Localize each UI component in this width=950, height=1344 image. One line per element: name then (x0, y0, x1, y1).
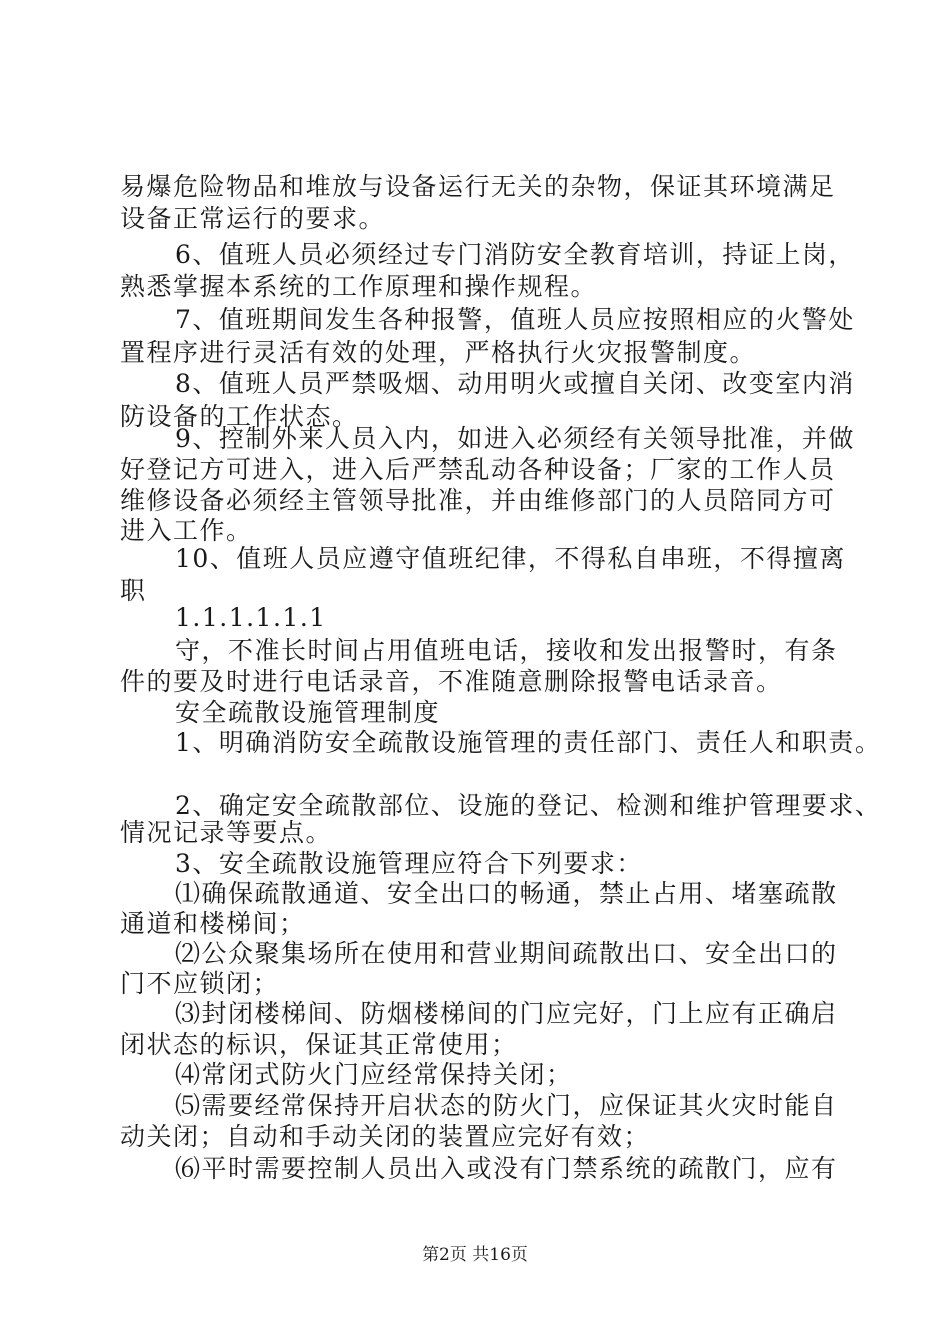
text-line: ⑶封闭楼梯间、防烟楼梯间的门应完好，门上应有正确启 (175, 999, 838, 1028)
text-line: 情况记录等要点。 (120, 818, 333, 847)
text-line: 置程序进行灵活有效的处理，严格执行火灾报警制度。 (120, 338, 757, 367)
section-heading: 安全疏散设施管理制度 (175, 698, 441, 727)
text-line: 防设备的工作状态。 (120, 402, 359, 431)
text-line: 件的要及时进行电话录音，不准随意删除报警电话录音。 (120, 667, 783, 696)
text-line: ⑵公众聚集场所在使用和营业期间疏散出口、安全出口的 (175, 939, 838, 968)
text-line: 10、值班人员应遵守值班纪律，不得私自串班，不得擅离 (175, 544, 846, 573)
text-line: ⑷常闭式防火门应经常保持关闭； (175, 1060, 573, 1089)
text-line: 8、值班人员严禁吸烟、动用明火或擅自关闭、改变室内消 (175, 369, 855, 398)
text-line: 易爆危险物品和堆放与设备运行无关的杂物，保证其环境满足 (120, 172, 836, 201)
text-line: 门不应锁闭； (120, 969, 280, 998)
text-line: 熟悉掌握本系统的工作原理和操作规程。 (120, 272, 598, 301)
text-line: 2、确定安全疏散部位、设施的登记、检测和维护管理要求、 (175, 791, 882, 820)
heading-number: 1.1.1.1.1.1 (175, 603, 327, 632)
text-line: 动关闭；自动和手动关闭的装置应完好有效； (120, 1122, 651, 1151)
page-number-footer: 第2页 共16页 (422, 1245, 528, 1265)
text-line: 9、控制外来人员入内，如进入必须经有关领导批准，并做 (175, 424, 855, 453)
text-line: 进入工作。 (120, 516, 253, 545)
text-line: 维修设备必须经主管领导批准，并由维修部门的人员陪同方可 (120, 486, 836, 515)
text-line: 守，不准长时间占用值班电话，接收和发出报警时，有条 (175, 636, 838, 665)
text-line: ⑴确保疏散通道、安全出口的畅通，禁止占用、堵塞疏散 (175, 879, 838, 908)
text-line: 3、安全疏散设施管理应符合下列要求： (175, 849, 643, 878)
text-line: 1、明确消防安全疏散设施管理的责任部门、责任人和职责。 (175, 728, 882, 757)
text-line: 通道和楼梯间； (120, 909, 306, 938)
text-line: 6、值班人员必须经过专门消防安全教育培训，持证上岗， (175, 240, 855, 269)
text-line: ⑹平时需要控制人员出入或没有门禁系统的疏散门，应有 (175, 1154, 838, 1183)
text-line: 设备正常运行的要求。 (120, 204, 386, 233)
text-line: 好登记方可进入，进入后严禁乱动各种设备；厂家的工作人员 (120, 455, 836, 484)
text-line: ⑸需要经常保持开启状态的防火门，应保证其火灾时能自 (175, 1091, 838, 1120)
text-line: 职 (120, 576, 147, 605)
text-line: 闭状态的标识，保证其正常使用； (120, 1030, 518, 1059)
text-line: 7、值班期间发生各种报警，值班人员应按照相应的火警处 (175, 305, 855, 334)
